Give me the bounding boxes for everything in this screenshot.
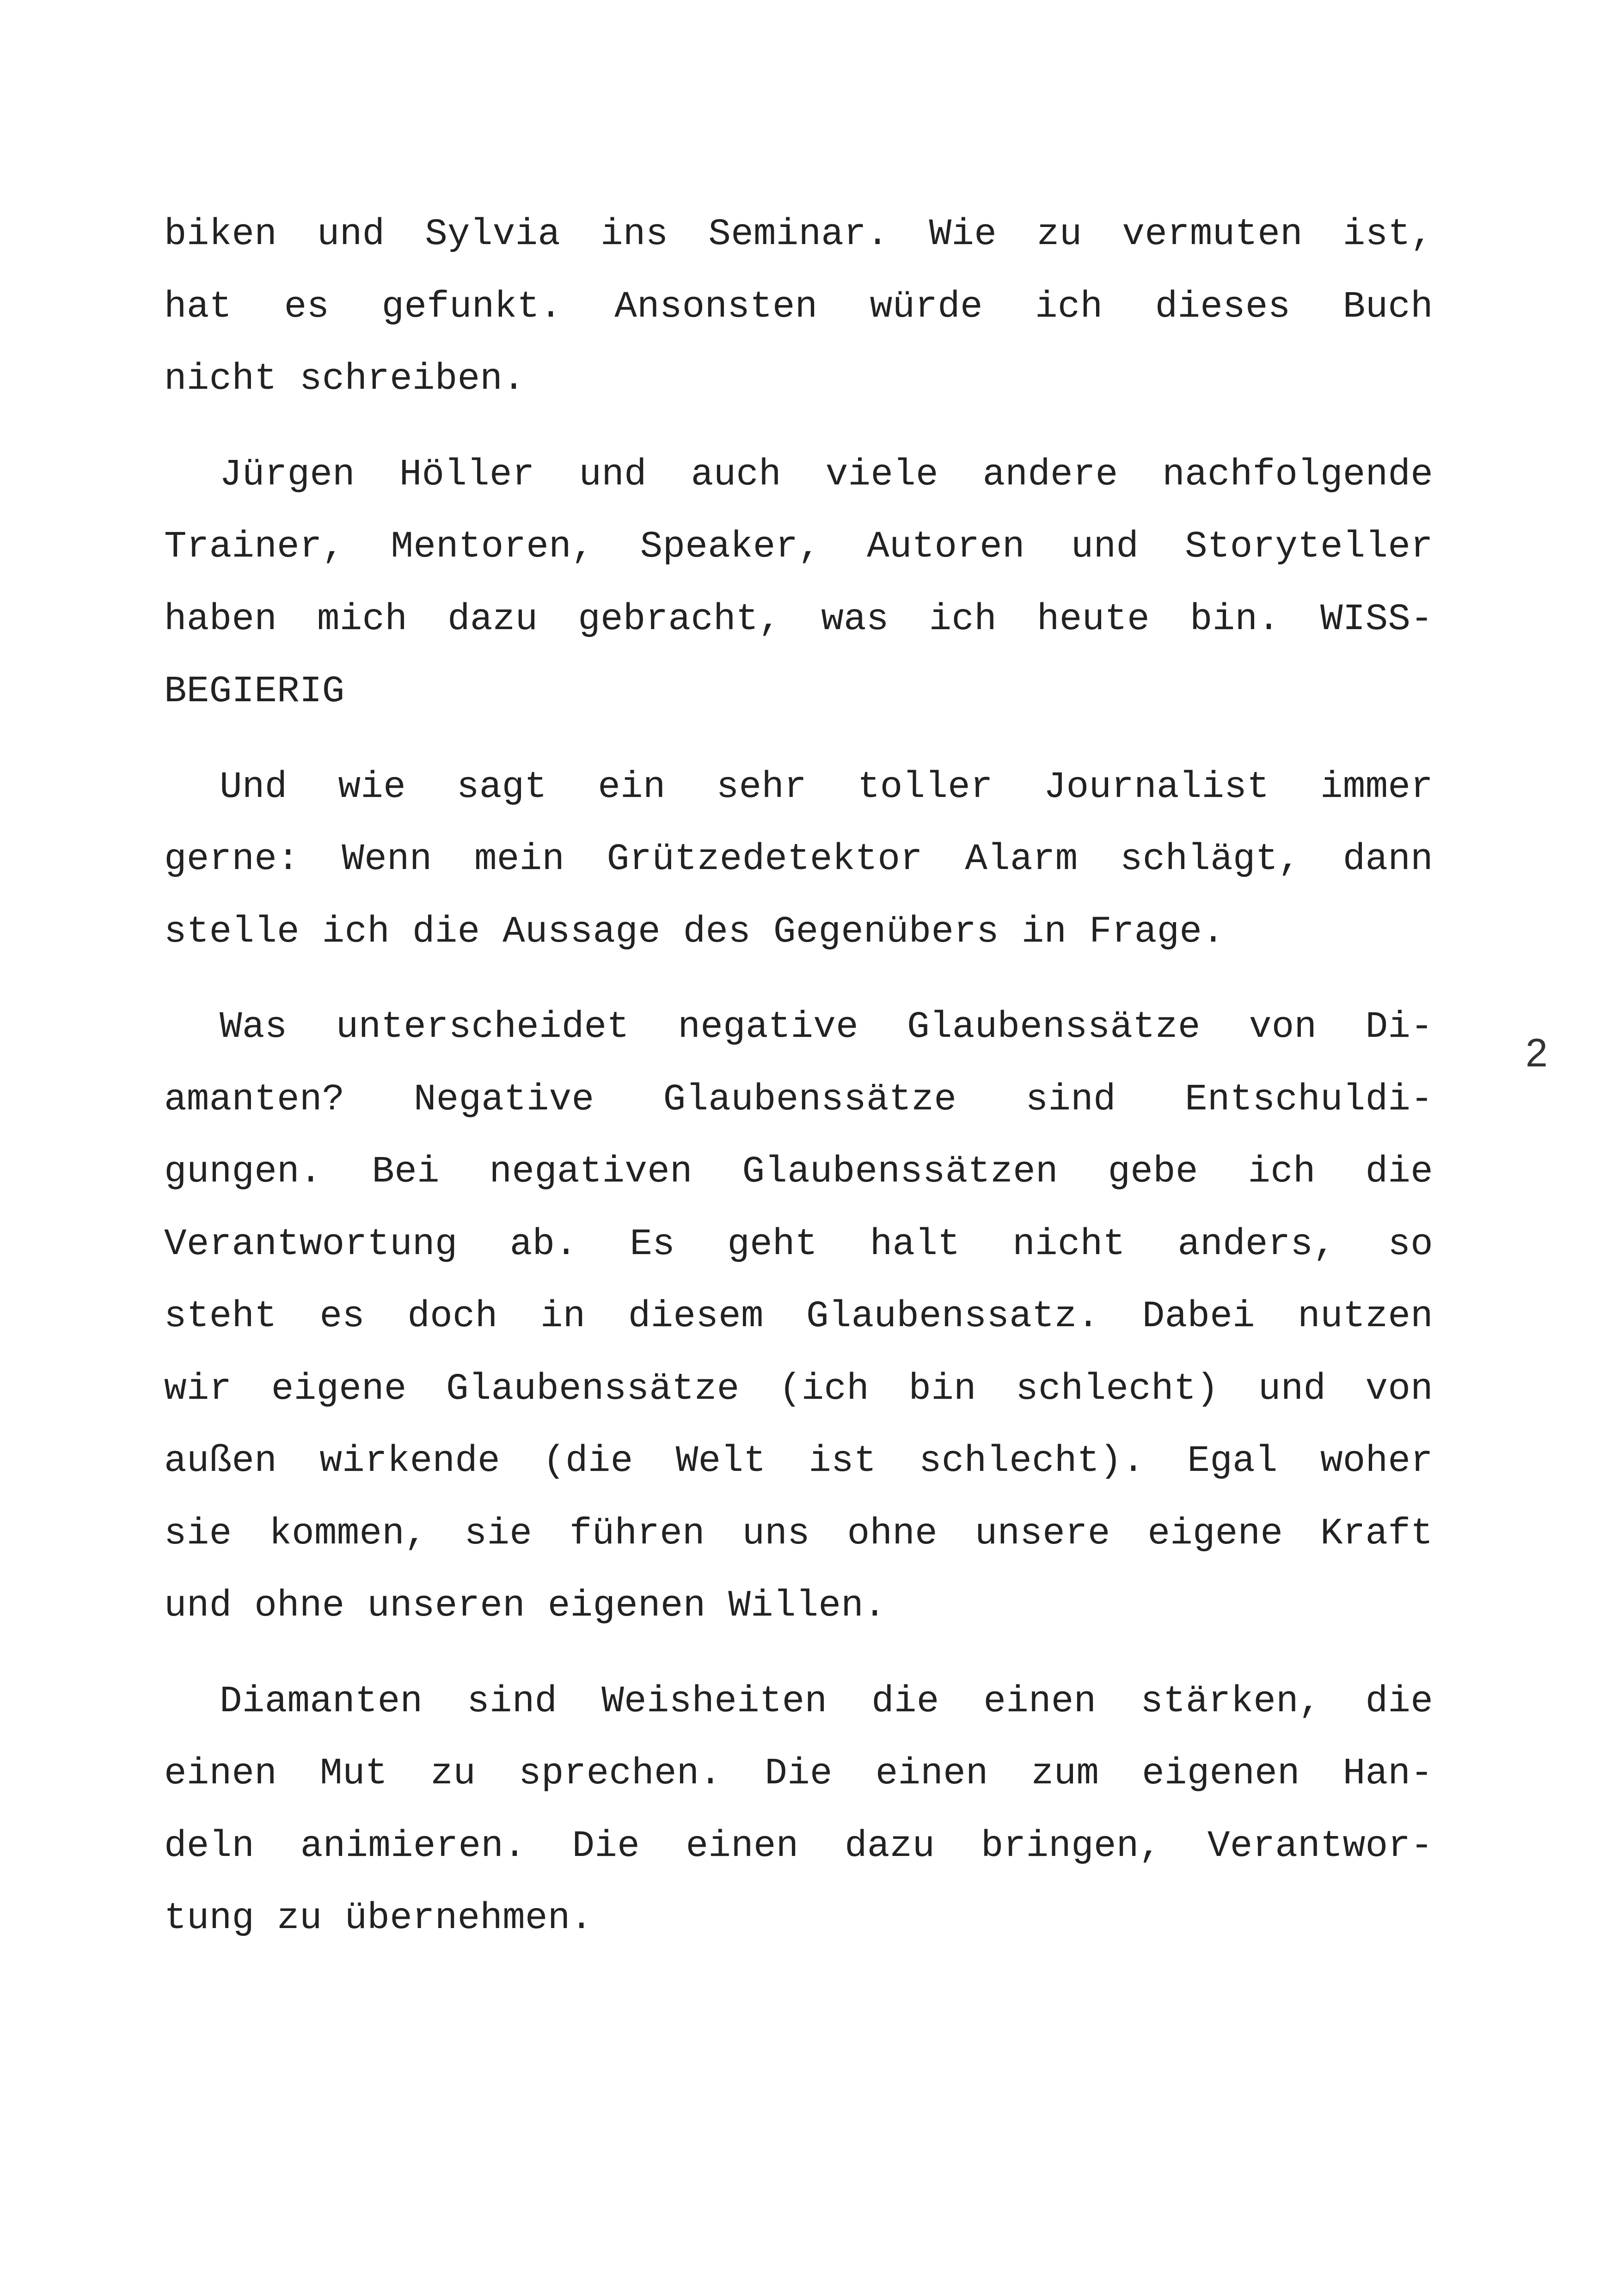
text-line: Verantwortung ab. Es geht halt nicht anders, so <box>164 1223 1433 1266</box>
text-line: tung zu übernehmen. <box>164 1898 593 1940</box>
paragraph <box>164 1666 1433 1955</box>
text-line: Was unterscheidet negative Glaubenssätze von Di- <box>220 1006 1433 1048</box>
page-number: 2 <box>1526 1031 1548 1075</box>
text-line: gungen. Bei negativen Glaubenssätzen gebe ich die <box>164 1151 1433 1193</box>
text-line: nicht schreiben. <box>164 358 525 400</box>
paragraph <box>164 439 1433 729</box>
paragraph <box>164 199 1433 416</box>
paragraph <box>164 752 1433 969</box>
text-line: stelle ich die Aussage des Gegenübers in Frage. <box>164 911 1225 953</box>
text-line: deln animieren. Die einen dazu bringen, Verantwor- <box>164 1825 1433 1867</box>
paragraph <box>164 992 1433 1643</box>
text-line: biken und Sylvia ins Seminar. Wie zu vermuten ist, <box>164 214 1433 256</box>
text-line: Und wie sagt ein sehr toller Journalist immer <box>220 766 1433 808</box>
text-line: und ohne unseren eigenen Willen. <box>164 1585 886 1627</box>
text-line: BEGIERIG <box>164 671 345 713</box>
text-line: hat es gefunkt. Ansonsten würde ich dieses Buch <box>164 286 1433 328</box>
text-line: amanten? Negative Glaubenssätze sind Entschuldi- <box>164 1078 1433 1121</box>
text-line: wir eigene Glaubenssätze (ich bin schlecht) und von <box>164 1368 1433 1410</box>
text-line: sie kommen, sie führen uns ohne unsere eigene Kraft <box>164 1512 1433 1555</box>
text-line: steht es doch in diesem Glaubenssatz. Dabei nutzen <box>164 1296 1433 1338</box>
text-line: Diamanten sind Weisheiten die einen stärken, die <box>220 1680 1433 1723</box>
text-line: haben mich dazu gebracht, was ich heute bin. WISS- <box>164 598 1433 641</box>
text-line: außen wirkende (die Welt ist schlecht). Egal woher <box>164 1440 1433 1482</box>
text-line: gerne: Wenn mein Grützedetektor Alarm schlägt, dann <box>164 839 1433 881</box>
text-line: Trainer, Mentoren, Speaker, Autoren und Storyteller <box>164 526 1433 568</box>
text-line: einen Mut zu sprechen. Die einen zum eigenen Han- <box>164 1753 1433 1795</box>
text-line: Jürgen Höller und auch viele andere nachfolgende <box>220 453 1433 496</box>
body-text <box>164 199 1433 1955</box>
